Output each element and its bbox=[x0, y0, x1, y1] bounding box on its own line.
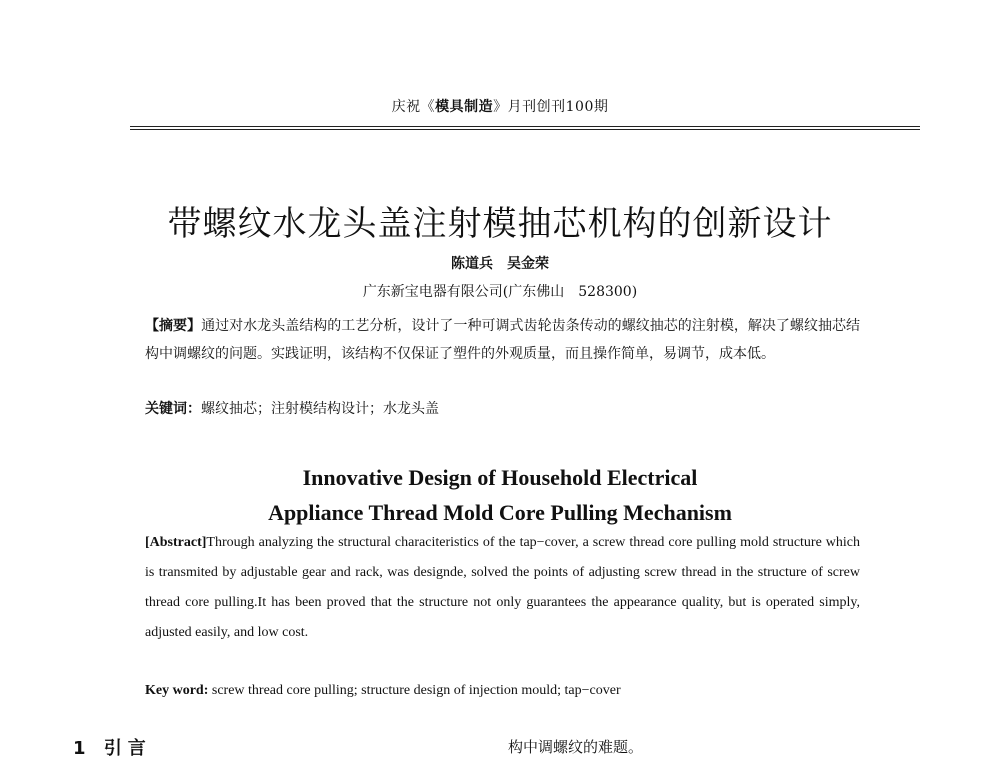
english-title-line2: Appliance Thread Mold Core Pulling Mechanism bbox=[268, 500, 732, 525]
english-keywords bbox=[145, 680, 860, 702]
chinese-abstract-label: 【摘要】 bbox=[145, 318, 202, 334]
second-column-text: 构中调螺纹的难题。 bbox=[508, 738, 644, 756]
english-abstract-label: [Abstract] bbox=[145, 535, 207, 550]
authors: 陈道兵 吴金荣 bbox=[451, 256, 549, 272]
chinese-keywords-label: 关键词： bbox=[145, 401, 201, 417]
chinese-title: 带螺纹水龙头盖注射模抽芯机构的创新设计 bbox=[167, 204, 833, 244]
journal-header bbox=[0, 96, 1000, 116]
english-abstract-text: Through analyzing the structural characiteristics of the tap−cover, a screw thread core pulling mold structure which is transmited by adjustable gear and rack, was designde, solved the points of adjusting screw thread in the structure of screw thread core pulling.It has been proved that the structure not only guarantees the appearance quality, but is operated simply, adjusted easily, and low cost. bbox=[145, 535, 860, 640]
header-rule-top bbox=[130, 126, 920, 127]
english-title-line1: Innovative Design of Household Electrical bbox=[302, 465, 698, 490]
english-keywords-text: screw thread core pulling; structure design of injection mould; tap−cover bbox=[211, 683, 621, 698]
section-title: 引言 bbox=[103, 738, 152, 759]
chinese-keywords bbox=[145, 398, 860, 420]
chinese-abstract-text: 通过对水龙头盖结构的工艺分析，设计了一种可调式齿轮齿条传动的螺纹抽芯的注射模，解决了螺纹抽芯结构中调螺纹的问题。实践证明，该结构不仅保证了塑件的外观质量，而且操作简单，易调节，成本低。 bbox=[145, 318, 861, 362]
chinese-keywords-text: 螺纹抽芯；注射模结构设计；水龙头盖 bbox=[201, 401, 439, 417]
header-suffix: 》月刊创刊100期 bbox=[493, 99, 609, 115]
english-title bbox=[0, 460, 1000, 530]
header-rule-bottom bbox=[130, 129, 920, 130]
english-abstract bbox=[145, 528, 860, 648]
english-keywords-label: Key word: bbox=[145, 683, 209, 698]
header-prefix: 庆祝《 bbox=[391, 99, 436, 115]
section-number: 1 bbox=[73, 738, 92, 759]
section-heading bbox=[73, 734, 152, 760]
affiliation: 广东新宝电器有限公司(广东佛山 528300) bbox=[362, 284, 638, 300]
journal-name: 模具制造 bbox=[435, 99, 494, 115]
chinese-abstract bbox=[145, 312, 860, 368]
